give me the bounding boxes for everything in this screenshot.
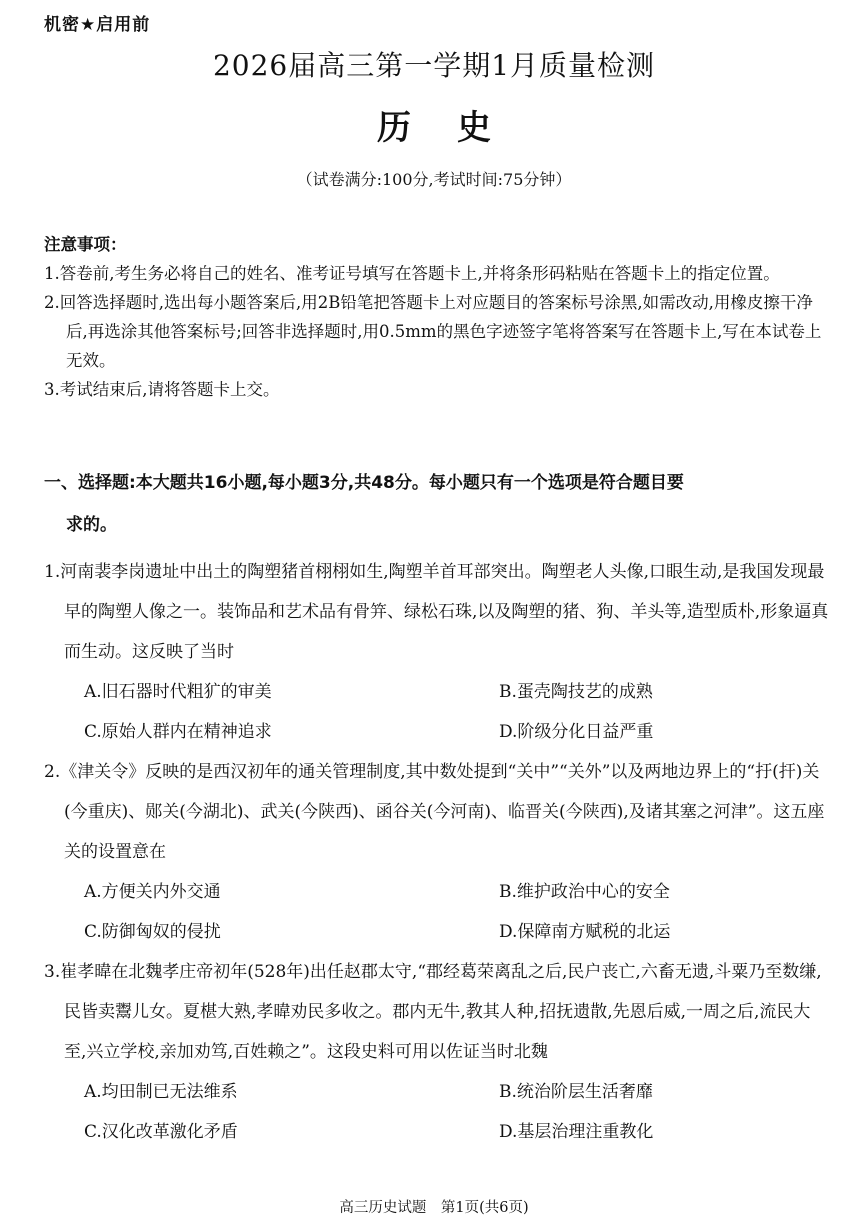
option-c: C.原始人群内在精神追求 bbox=[84, 722, 272, 742]
option-a: A.方便关内外交通 bbox=[84, 882, 221, 902]
option-d: D.基层治理注重教化 bbox=[499, 1122, 654, 1142]
question-3 bbox=[44, 952, 832, 1152]
secret-label: 机密★启用前 bbox=[44, 15, 151, 35]
option-d: D.阶级分化日益严重 bbox=[499, 722, 654, 742]
question-stem: 3.崔孝暐在北魏孝庄帝初年(528年)出任赵郡太守,“郡经葛荣离乱之后,民户丧亡,六畜无遗,斗粟乃至数缣,民皆卖鬻儿女。夏椹大熟,孝暐劝民多收之。郡内无牛,教其人种,招抚遗散,先恩后威,一周之后,流民大至,兴立学校,亲加劝笃,百姓赖之”。这段史料可用以佐证当时北魏 bbox=[44, 962, 822, 1062]
option-grid bbox=[44, 872, 832, 952]
option-d: D.保障南方赋税的北运 bbox=[499, 922, 671, 942]
question-stem: 1.河南裴李岗遗址中出土的陶塑猪首栩栩如生,陶塑羊首耳部突出。陶塑老人头像,口眼生动,是我国发现最早的陶塑人像之一。装饰品和艺术品有骨笄、绿松石珠,以及陶塑的猪、狗、羊头等,造型质朴,形象逼真而生动。这反映了当时 bbox=[44, 562, 829, 662]
section-heading bbox=[44, 462, 830, 546]
notice-block bbox=[44, 230, 834, 404]
notice-item: 1.答卷前,考生务必将自己的姓名、准考证号填写在答题卡上,并将条形码粘贴在答题卡上的指定位置。 bbox=[44, 264, 780, 283]
section-line: 求的。 bbox=[66, 515, 117, 535]
option-grid bbox=[44, 1072, 832, 1152]
option-c: C.防御匈奴的侵扰 bbox=[84, 922, 221, 942]
option-a: A.旧石器时代粗犷的审美 bbox=[84, 682, 272, 702]
exam-title: 2026届高三第一学期1月质量检测 bbox=[212, 49, 656, 82]
page-footer: 高三历史试题 第1页(共6页) bbox=[339, 1200, 529, 1216]
option-b: B.蛋壳陶技艺的成熟 bbox=[499, 682, 653, 702]
question-2 bbox=[44, 752, 832, 952]
question-list bbox=[44, 552, 832, 1152]
notice-item: 2.回答选择题时,选出每小题答案后,用2B铅笔把答题卡上对应题目的答案标号涂黑,如需改动,用橡皮擦干净后,再选涂其他答案标号;回答非选择题时,用0.5mm的黑色字迹签字笔将答案写在答题卡上,写在本试卷上无效。 bbox=[44, 293, 822, 370]
exam-meta: （试卷满分:100分,考试时间:75分钟） bbox=[296, 170, 572, 189]
option-a: A.均田制已无法维系 bbox=[84, 1082, 238, 1102]
question-stem: 2.《津关令》反映的是西汉初年的通关管理制度,其中数处提到“关中”“关外”以及两地边界上的“扜(扞)关(今重庆)、郧关(今湖北)、武关(今陕西)、函谷关(今河南)、临晋关(今陕西),及诸其塞之河津”。这五座关的设置意在 bbox=[44, 762, 825, 862]
section-line: 一、选择题:本大题共16小题,每小题3分,共48分。每小题只有一个选项是符合题目要 bbox=[44, 473, 684, 493]
subject-title: 历史 bbox=[377, 108, 537, 148]
option-b: B.统治阶层生活奢靡 bbox=[499, 1082, 653, 1102]
option-grid bbox=[44, 672, 832, 752]
question-1 bbox=[44, 552, 832, 752]
option-b: B.维护政治中心的安全 bbox=[499, 882, 670, 902]
notice-item: 3.考试结束后,请将答题卡上交。 bbox=[44, 380, 280, 399]
notice-heading: 注意事项： bbox=[44, 235, 127, 254]
option-c: C.汉化改革激化矛盾 bbox=[84, 1122, 238, 1142]
